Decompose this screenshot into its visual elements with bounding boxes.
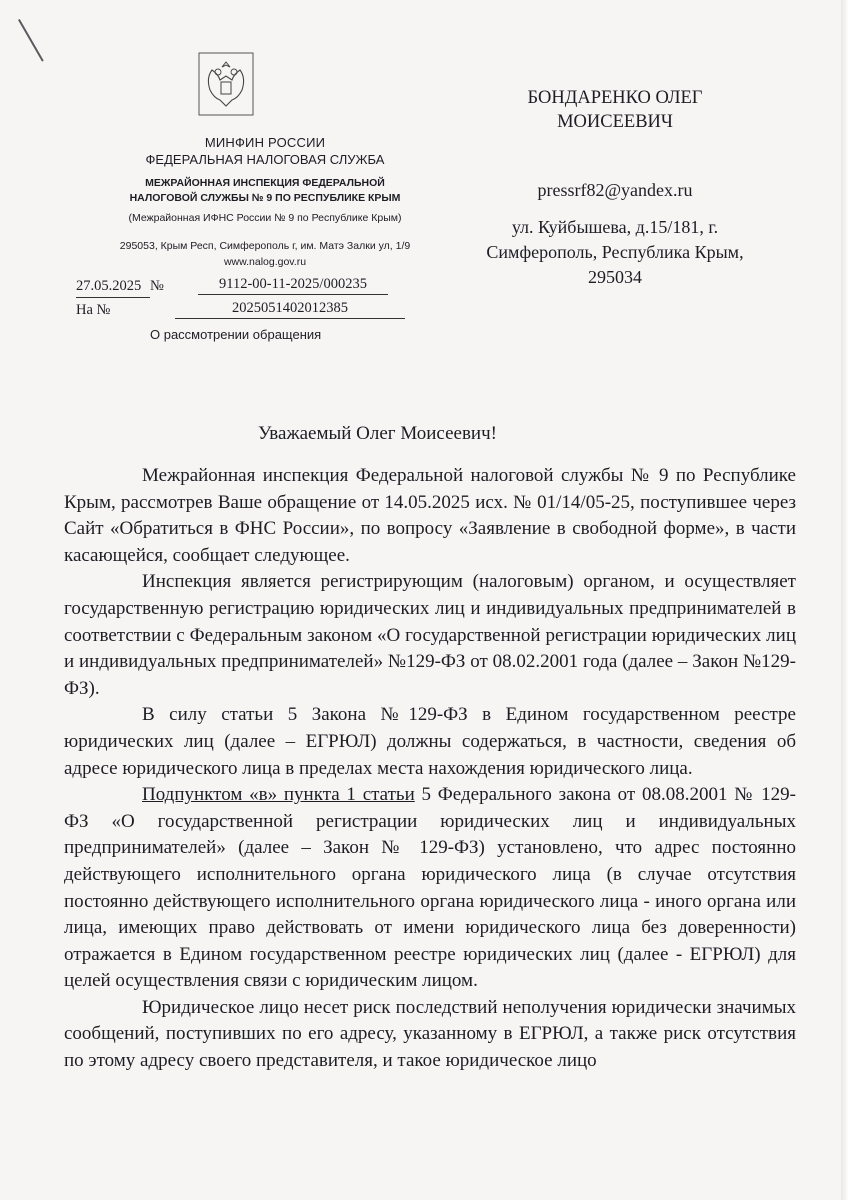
registration-date-line — [76, 297, 150, 298]
inspection-name — [70, 176, 460, 206]
paragraph-3: В силу статьи 5 Закона №129-ФЗ в Едином государственном реестре юридических лиц (далее – ЕГРЮЛ) должны содержаться, в частности, сведения об адресе юридического лица в пределах места нахождения юридического лица. — [64, 704, 796, 779]
recipient-name-line1: БОНДАРЕНКО ОЛЕГ — [527, 88, 703, 108]
recipient-email: pressrf82@yandex.ru — [537, 180, 693, 200]
pen-mark — [18, 19, 44, 62]
recipient-name — [440, 86, 790, 134]
paragraph-4 — [64, 782, 796, 995]
incoming-number-label: На № — [76, 302, 111, 318]
paragraph-1: Межрайонная инспекция Федеральной налоговой службы № 9 по Республике Крым, рассмотрев Ваше обращение от 14.05.2025 исх. № 01/14/05-25, поступившее через Сайт «Обратиться в ФНС России», по вопросу «Заявление в свободной форме», в части касающейся, сообщает следующее. — [64, 465, 796, 566]
paragraph-4-rest: 5 Федерального закона от 08.08.2001 № 129-ФЗ «О государственной регистрации юридических лиц и индивидуальных предпринимателей» (далее – Закон № 129-ФЗ) установлено, что адрес постоянно действующего исполнительного органа юридического лица (в случае отсутствия постоянно действующего исполнительного органа юридического лица - иного органа или лица, имеющих право действовать от имени юридического лица без доверенности) отражается в Едином государственном реестре юридических лиц (далее - ЕГРЮЛ) для целей осуществления связи с юридическим лицом. — [64, 784, 796, 992]
recipient-address-line2: Симферополь, Республика Крым, — [486, 242, 744, 262]
recipient-address-line3: 295034 — [588, 267, 642, 287]
paragraph-4-underlined: Подпунктом «в» пункта 1 статьи — [142, 784, 415, 806]
russian-coat-of-arms-icon — [198, 52, 254, 116]
paragraph-2: Инспекция является регистрирующим (налоговым) органом, и осуществляет государственную регистрацию юридических лиц и индивидуальных предпринимателей в соответствии с Федеральным законом «О государственной регистрации юридических лиц и индивидуальных предпринимателей» №129-ФЗ от 08.02.2001 года (далее – Закон №129-ФЗ). — [64, 571, 796, 699]
inspection-name-line2: НАЛОГОВОЙ СЛУЖБЫ № 9 ПО РЕСПУБЛИКЕ КРЫМ — [129, 192, 401, 204]
service-name: ФЕДЕРАЛЬНАЯ НАЛОГОВАЯ СЛУЖБА — [145, 152, 385, 167]
inspection-short-name: (Межрайонная ИФНС России № 9 по Республике Крым) — [128, 212, 402, 224]
letter-body — [64, 463, 796, 1075]
inspection-address-line: 295053, Крым Респ, Симферополь г, им. Матэ Залки ул, 1/9 — [119, 240, 411, 252]
recipient-address — [440, 215, 790, 290]
paragraph-5: Юридическое лицо несет риск последствий неполучения юридически значимых сообщений, поступивших по его адресу, указанному в ЕГРЮЛ, а также риск отсутствия по этому адресу своего представителя, и такое юридическое лицо — [64, 996, 796, 1072]
incoming-number: 2025051402012385 — [175, 300, 405, 319]
inspection-address — [70, 238, 460, 270]
registration-date: 27.05.2025 — [76, 278, 142, 294]
page-edge — [841, 0, 849, 1200]
letter-subject: О рассмотрении обращения — [150, 327, 322, 342]
recipient-name-line2: МОИСЕЕВИЧ — [557, 112, 673, 132]
inspection-website: www.nalog.gov.ru — [223, 256, 307, 268]
recipient-address-line1: ул. Куйбышева, д.15/181, г. — [511, 217, 719, 237]
registration-number-label: № — [150, 278, 164, 294]
salutation: Уважаемый Олег Моисеевич! — [258, 423, 497, 444]
ministry-name: МИНФИН РОССИИ — [204, 135, 326, 150]
inspection-name-line1: МЕЖРАЙОННАЯ ИНСПЕКЦИЯ ФЕДЕРАЛЬНОЙ — [145, 177, 385, 189]
registration-number: 9112-00-11-2025/000235 — [198, 276, 388, 295]
